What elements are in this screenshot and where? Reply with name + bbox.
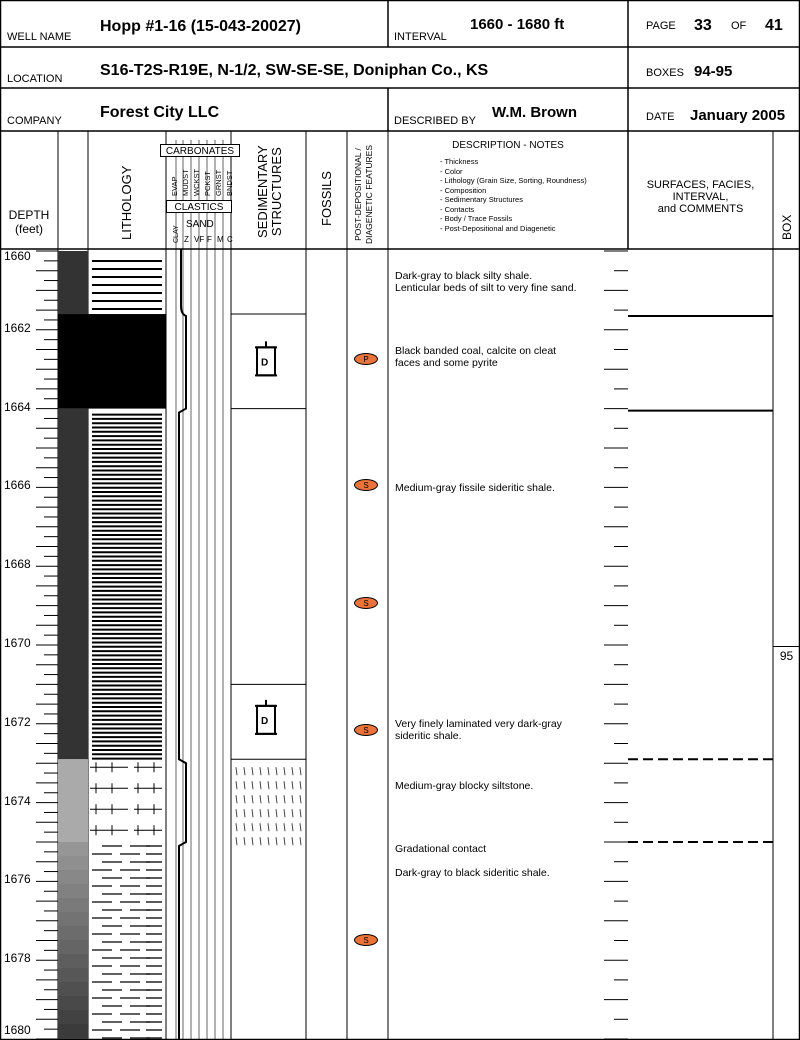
depth-label-1670: 1670 (4, 636, 31, 650)
date-value: January 2005 (690, 107, 786, 124)
description-line2: Lenticular beds of silt to very fine sand. (395, 282, 577, 294)
depth-label-1674: 1674 (4, 793, 31, 808)
bioturbation-mark (284, 809, 285, 817)
post-header-line1: POST-DEPOSITIONAL / (353, 148, 363, 241)
of-label: OF (731, 20, 747, 32)
coal-symbol-letter: D (261, 357, 269, 369)
bioturbation-mark (252, 795, 253, 803)
grain-size-c: C (227, 235, 233, 244)
description-note-6 (395, 867, 625, 879)
bioturbation-mark (268, 767, 269, 775)
bioturbation-mark (300, 767, 301, 775)
lith-shade-gradient (58, 898, 88, 913)
well-name-label: WELL NAME (7, 31, 72, 43)
bioturbation-mark (300, 837, 301, 845)
bioturbation-mark (276, 767, 277, 775)
description-item-7: - Post-Depositional and Diagenetic (440, 223, 556, 233)
lith-coal (58, 314, 166, 409)
description-header-title: DESCRIPTION - NOTES (452, 140, 564, 151)
bioturbation-mark (300, 823, 301, 831)
depth-label-1680: 1680 (4, 1023, 31, 1037)
carbonate-type-evap: EVAP (170, 176, 179, 196)
surfaces-header-line1: SURFACES, FACIES, (646, 179, 755, 191)
depth-label-1676: 1676 (4, 872, 31, 887)
lith-shade-gradient (58, 926, 88, 941)
depth-column-header (0, 208, 58, 236)
bioturbation-mark (268, 795, 269, 803)
description-note-1 (395, 345, 625, 369)
depth-label-1664: 1664 (4, 399, 31, 414)
grain-size-f: F (207, 235, 212, 244)
post-depositional-header (353, 145, 375, 244)
bioturbation-mark (260, 809, 261, 817)
depth-label-1678: 1678 (4, 951, 31, 966)
siderite-marker-icon: S (354, 597, 378, 609)
box-marker: 95 (773, 646, 800, 665)
location-label: LOCATION (7, 73, 63, 85)
bioturbation-mark (236, 767, 237, 775)
bioturbation-mark (236, 809, 237, 817)
carbonate-type-bndst: BNDST (225, 170, 234, 196)
carbonate-type-grnst: GRNST (214, 169, 223, 196)
description-item-2: - Lithology (Grain Size, Sorting, Roundness) (440, 176, 587, 185)
description-item-4: - Sedimentary Structures (440, 195, 523, 204)
sed-header-line2: STRUCTURES (269, 147, 284, 237)
bioturbation-mark (236, 795, 237, 803)
siderite-marker-icon: S (354, 479, 378, 491)
bioturbation-mark (292, 781, 293, 789)
bioturbation-mark (252, 809, 253, 817)
grain-size-vf: VF (194, 235, 205, 244)
description-header-items (440, 157, 587, 233)
bioturbation-mark (252, 837, 253, 845)
bioturbation-mark (276, 823, 277, 831)
pyrite-marker-icon: P (354, 353, 378, 365)
depth-label-1666: 1666 (4, 478, 31, 493)
description-line1: Medium-gray blocky siltstone. (395, 780, 534, 792)
bioturbation-mark (260, 781, 261, 789)
grain-size-m: M (217, 235, 224, 244)
lith-shade-siltstone (58, 759, 88, 842)
sed-header-line1: SEDIMENTARY (255, 145, 270, 238)
description-item-1: - Color (440, 166, 463, 176)
description-note-0 (395, 270, 625, 294)
bioturbation-mark (260, 837, 261, 845)
description-line1: Dark-gray to black sideritic shale. (395, 867, 550, 879)
interval-label: INTERVAL (394, 31, 447, 43)
bioturbation-mark (292, 837, 293, 845)
bioturbation-mark (252, 781, 253, 789)
description-line1: Gradational contact (395, 843, 487, 855)
description-item-5: - Contacts (440, 204, 475, 214)
lithology-column-header: LITHOLOGY (119, 165, 134, 240)
bioturbation-mark (292, 823, 293, 831)
bioturbation-mark (292, 795, 293, 803)
page-label: PAGE (646, 20, 676, 32)
bioturbation-mark (276, 837, 277, 845)
bioturbation-mark (244, 809, 245, 817)
bioturbation-mark (260, 767, 261, 775)
clay-label: CLAY (173, 225, 180, 243)
lith-shade-silty-shale (58, 251, 88, 314)
depth-header-line2: (feet) (14, 222, 43, 236)
clastics-label: CLASTICS (166, 200, 232, 213)
depth-label-1662: 1662 (4, 320, 31, 335)
bioturbation-mark (276, 809, 277, 817)
bioturbation-mark (300, 781, 301, 789)
surfaces-header-line2: INTERVAL, (672, 191, 729, 203)
bioturbation-mark (268, 809, 269, 817)
post-header-line2: DIAGENETIC FEATURES (364, 144, 374, 244)
bioturbation-mark (252, 823, 253, 831)
bioturbation-mark (276, 781, 277, 789)
description-item-6: - Body / Trace Fossils (440, 214, 513, 223)
page-total: 41 (765, 17, 783, 34)
interval-value: 1660 - 1680 ft (470, 16, 565, 33)
company-label: COMPANY (7, 115, 62, 127)
coal-symbol-letter: D (261, 715, 269, 727)
description-item-0: - Thickness (440, 157, 479, 166)
lith-shade-gradient (58, 1024, 88, 1039)
boxes-label: BOXES (646, 67, 684, 79)
depth-header-line1: DEPTH (8, 208, 50, 222)
bioturbation-mark (276, 795, 277, 803)
lith-shade-gradient (58, 856, 88, 871)
bioturbation-mark (244, 837, 245, 845)
description-item-3: - Composition (440, 185, 487, 195)
lith-shade-shale (58, 409, 88, 760)
lith-shade-gradient (58, 968, 88, 983)
bioturbation-mark (260, 823, 261, 831)
carbonate-type-wckst: WCKST (192, 168, 201, 196)
bioturbation-mark (268, 823, 269, 831)
bioturbation-mark (244, 781, 245, 789)
grain-size-curve (179, 249, 186, 1040)
description-note-3 (395, 718, 625, 742)
described-by-value: W.M. Brown (492, 104, 577, 121)
well-name-value: Hopp #1-16 (15-043-20027) (100, 18, 301, 35)
bioturbation-mark (284, 767, 285, 775)
siderite-marker-icon: S (354, 724, 378, 736)
location-value: S16-T2S-R19E, N-1/2, SW-SE-SE, Doniphan Co., KS (100, 62, 489, 79)
boxes-value: 94-95 (694, 63, 733, 80)
lith-shade-gradient (58, 982, 88, 997)
surfaces-header-line3: and COMMENTS (657, 203, 744, 215)
lith-shade-gradient (58, 842, 88, 857)
description-line1: Black banded coal, calcite on cleat (395, 345, 557, 357)
description-line1: Medium-gray fissile sideritic shale. (395, 482, 555, 494)
description-note-4 (395, 780, 625, 792)
bioturbation-mark (284, 837, 285, 845)
bioturbation-mark (260, 795, 261, 803)
lith-shade-gradient (58, 870, 88, 885)
description-line2: sideritic shale. (395, 730, 462, 742)
sedimentary-structures-header (256, 145, 284, 238)
sand-label: SAND (186, 219, 214, 230)
bioturbation-mark (268, 837, 269, 845)
bioturbation-mark (236, 837, 237, 845)
bioturbation-mark (292, 809, 293, 817)
lith-shade-gradient (58, 1010, 88, 1025)
carbonate-type-pckst: PCKST (203, 170, 212, 196)
lith-shade-gradient (58, 996, 88, 1011)
box-column-header: BOX (780, 214, 794, 240)
description-note-2 (395, 482, 625, 494)
fossils-header: FOSSILS (319, 171, 334, 226)
lith-shade-gradient (58, 954, 88, 969)
described-by-label: DESCRIBED BY (394, 115, 476, 127)
depth-label-1672: 1672 (4, 714, 31, 729)
description-note-5 (395, 843, 625, 855)
description-line2: faces and some pyrite (395, 357, 498, 369)
lith-shade-gradient (58, 940, 88, 955)
bioturbation-mark (292, 767, 293, 775)
carbonate-type-mudst: MUDST (181, 169, 190, 196)
bioturbation-mark (268, 781, 269, 789)
lith-shade-gradient (58, 912, 88, 927)
description-line1: Very finely laminated very dark-gray (395, 718, 562, 730)
bioturbation-mark (300, 809, 301, 817)
date-label: DATE (646, 111, 675, 123)
carbonates-label: CARBONATES (160, 144, 240, 157)
bioturbation-mark (236, 823, 237, 831)
description-line1: Dark-gray to black silty shale. (395, 270, 533, 282)
grain-size-z: Z (184, 235, 189, 244)
surfaces-header (628, 179, 773, 215)
bioturbation-mark (244, 823, 245, 831)
bioturbation-mark (244, 795, 245, 803)
bioturbation-mark (252, 767, 253, 775)
bioturbation-mark (244, 767, 245, 775)
bioturbation-mark (300, 795, 301, 803)
bioturbation-mark (284, 823, 285, 831)
depth-label-1668: 1668 (4, 557, 31, 572)
page-number: 33 (694, 17, 712, 34)
bioturbation-mark (236, 781, 237, 789)
bioturbation-mark (284, 795, 285, 803)
depth-label-1660: 1660 (4, 249, 31, 263)
siderite-marker-icon: S (354, 934, 378, 946)
company-value: Forest City LLC (100, 104, 220, 121)
lith-shade-gradient (58, 884, 88, 899)
bioturbation-mark (284, 781, 285, 789)
